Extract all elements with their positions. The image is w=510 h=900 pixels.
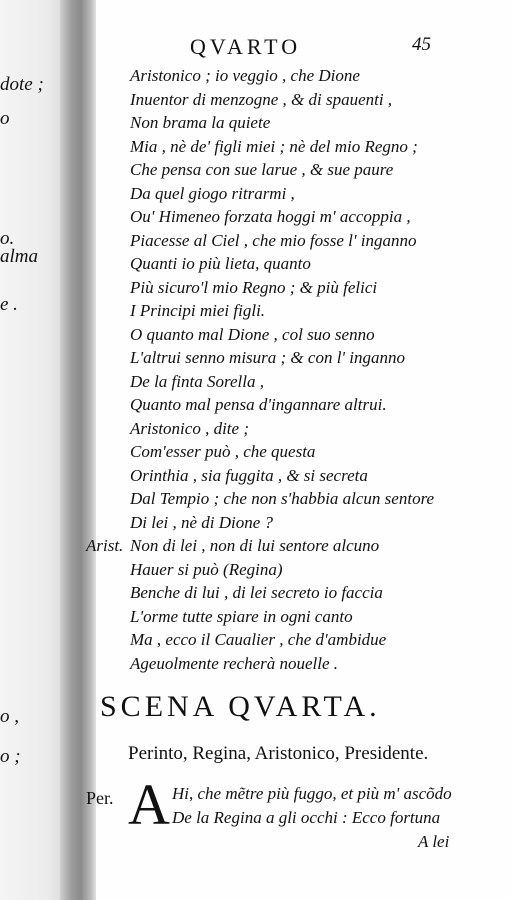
drop-cap: A [128, 772, 170, 837]
scene-title: SCENA QVARTA. [100, 690, 381, 723]
verse-line: Dal Tempio ; che non s'habbia alcun sentore [130, 489, 435, 508]
verse-line: Non brama la quiete [130, 113, 271, 132]
left-page-fragment: alma [0, 246, 38, 267]
book-gutter-shadow [60, 0, 98, 900]
verse-line: L'altrui senno misura ; & con l' inganno [130, 348, 406, 367]
verse-line: L'orme tutte spiare in ogni canto [130, 607, 353, 626]
verse-line: Piacesse al Ciel , che mio fosse l' inganno [130, 231, 417, 250]
verse-line: De la Regina a gli occhi : Ecco fortuna [172, 808, 441, 827]
verse-line: Ma , ecco il Caualier , che d'ambidue [130, 630, 387, 649]
verse-line: Mia , nè de' figli miei ; nè del mio Regno ; [130, 137, 418, 156]
speaker-label: Arist. [86, 536, 124, 555]
left-page-fragment: dote ; [0, 74, 44, 95]
verse-line: Aristonico , dite ; [130, 419, 249, 438]
verse-line: Di lei , nè di Dione ? [130, 513, 274, 532]
catchword: A lei [418, 832, 450, 851]
left-page-edge [0, 0, 66, 900]
verse-line: Inuentor di menzogne , & di spauenti , [130, 90, 393, 109]
verse-line: De la finta Sorella , [130, 372, 264, 391]
verse-line: Ageuolmente recherà nouelle . [130, 654, 339, 673]
speaker-label: Per. [86, 788, 114, 808]
verse-line: Hi, che mẽtre più fuggo, et più m' ascõdo [172, 784, 452, 803]
verse-line: Hauer si può (Regina) [130, 560, 283, 579]
left-page-fragment: e . [0, 294, 18, 315]
left-page-fragment: o [0, 108, 10, 129]
running-head: QVARTO [190, 34, 302, 59]
verse-line: Orinthia , sia fuggita , & si secreta [130, 466, 368, 485]
verse-line: Quanti io più lieta, quanto [130, 254, 311, 273]
verse-line: Da quel giogo ritrarmi , [130, 184, 295, 203]
verse-line: Quanto mal pensa d'ingannare altrui. [130, 395, 387, 414]
scene-cast-list: Perinto, Regina, Aristonico, Presidente. [128, 743, 429, 764]
verse-line: O quanto mal Dione , col suo senno [130, 325, 375, 344]
verse-line: Che pensa con sue larue , & sue paure [130, 160, 394, 179]
verse-line: Ou' Himeneo forzata hoggi m' accoppia , [130, 207, 411, 226]
verse-line: Più sicuro'l mio Regno ; & più felici [130, 278, 378, 297]
left-page-fragment: o ; [0, 746, 21, 767]
verse-line: Com'esser può , che questa [130, 442, 316, 461]
page-number: 45 [412, 34, 431, 55]
verse-line: Aristonico ; io veggio , che Dione [130, 66, 360, 85]
left-page-fragment: o. [0, 228, 15, 249]
verse-line: Non di lei , non di lui sentore alcuno [130, 536, 380, 555]
verse-line: Benche di lui , di lei secreto io faccia [130, 583, 383, 602]
verse-line: I Principi miei figli. [130, 301, 266, 320]
left-page-fragment: o , [0, 706, 19, 727]
